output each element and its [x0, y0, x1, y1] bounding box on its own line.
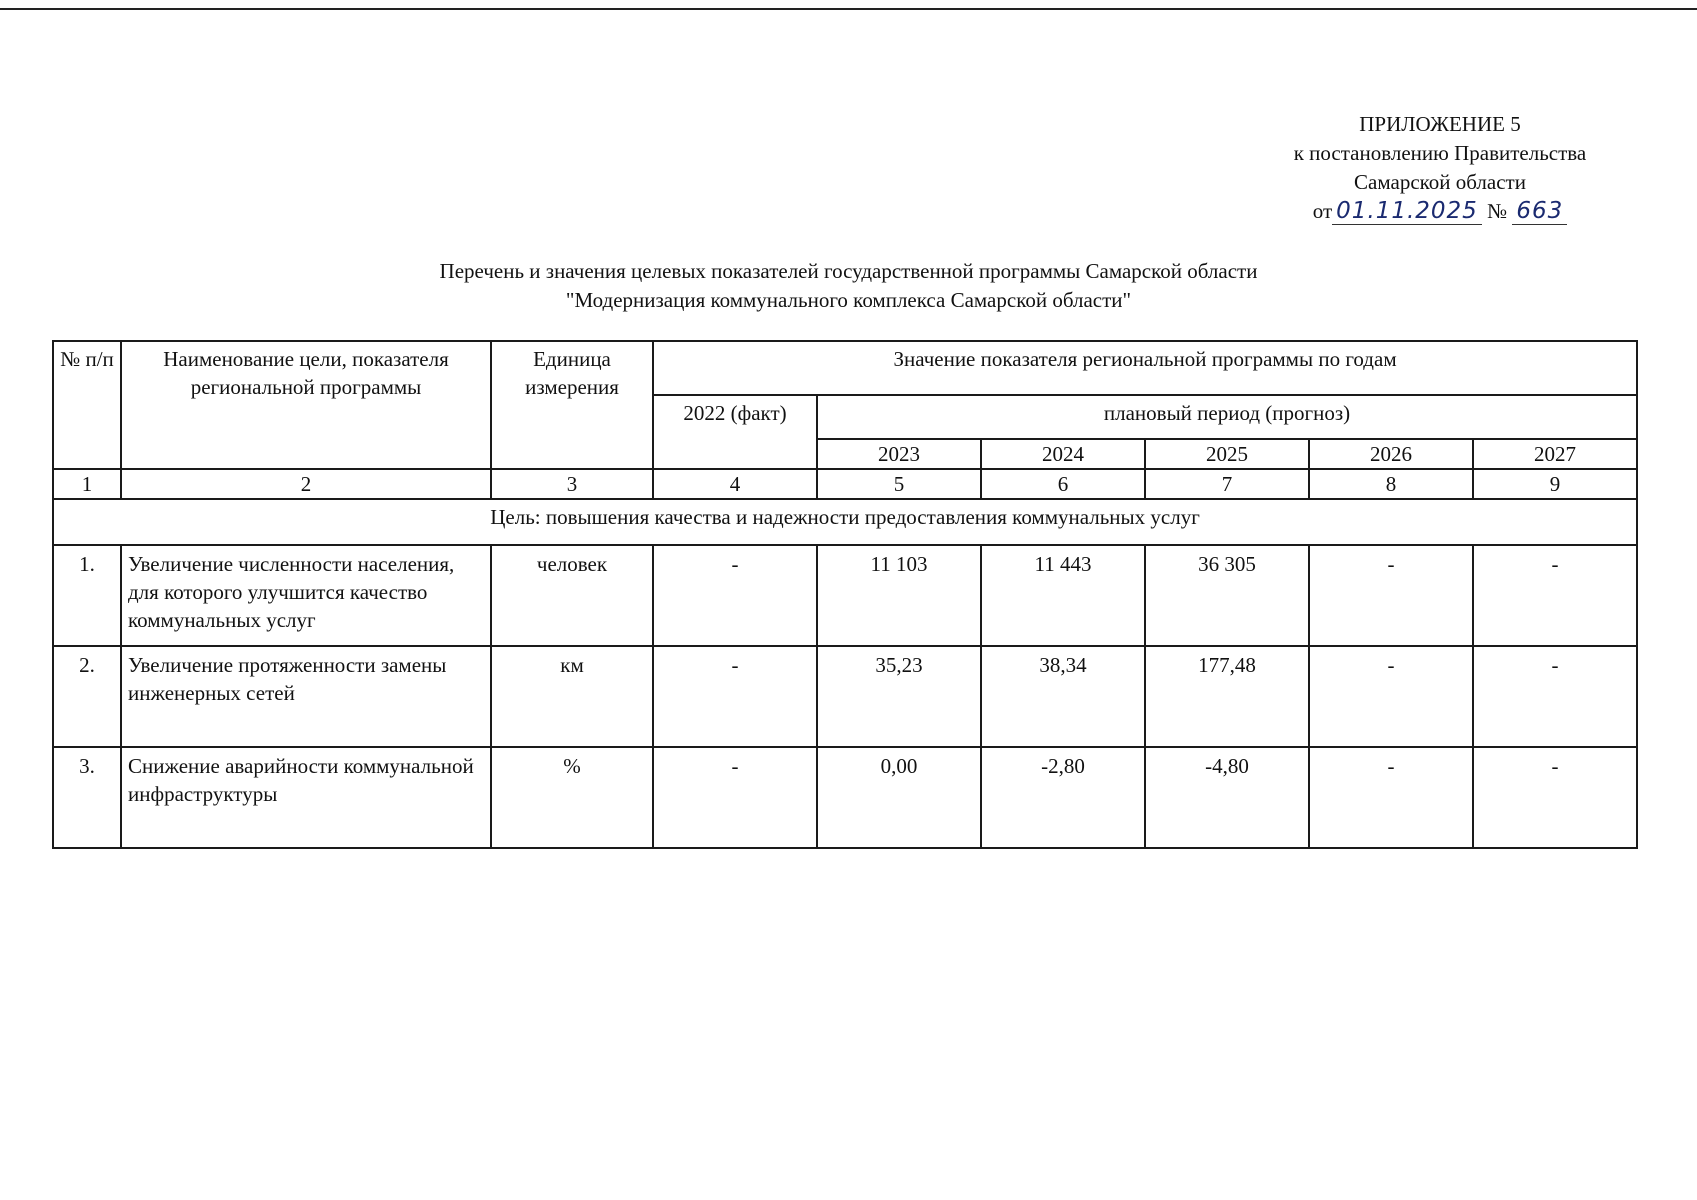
column-number: 4	[653, 469, 817, 499]
indicator-unit: %	[491, 747, 653, 848]
value-2027: -	[1473, 545, 1637, 646]
goal-row	[53, 499, 1637, 545]
table-row	[53, 646, 1637, 747]
column-number: 7	[1145, 469, 1309, 499]
value-2027: -	[1473, 646, 1637, 747]
column-number: 9	[1473, 469, 1637, 499]
indicator-name: Снижение аварийности коммунальной инфраструктуры	[121, 747, 491, 848]
value-2025: 36 305	[1145, 545, 1309, 646]
header-fact-year: 2022 (факт)	[653, 395, 817, 469]
value-2024: -2,80	[981, 747, 1145, 848]
handwritten-number: 663	[1512, 198, 1567, 225]
indicator-name: Увеличение численности населения, для которого улучшится качество коммунальных услуг	[121, 545, 491, 646]
row-number: 2.	[53, 646, 121, 747]
goal-text: Цель: повышения качества и надежности предоставления коммунальных услуг	[53, 499, 1637, 545]
value-2026: -	[1309, 545, 1473, 646]
table-row	[53, 545, 1637, 646]
row-number: 3.	[53, 747, 121, 848]
header-plan-group: плановый период (прогноз)	[817, 395, 1637, 439]
column-number: 1	[53, 469, 121, 499]
indicator-unit: км	[491, 646, 653, 747]
value-2026: -	[1309, 646, 1473, 747]
indicators-table	[52, 340, 1638, 849]
table-row	[53, 747, 1637, 848]
column-number: 5	[817, 469, 981, 499]
header-num: № п/п	[53, 341, 121, 469]
value-2023: 35,23	[817, 646, 981, 747]
header-year: 2023	[817, 439, 981, 469]
header-row-1	[53, 341, 1637, 395]
indicator-name: Увеличение протяженности замены инженерных сетей	[121, 646, 491, 747]
column-number: 8	[1309, 469, 1473, 499]
value-2023: 0,00	[817, 747, 981, 848]
row-number: 1.	[53, 545, 121, 646]
value-fact: -	[653, 646, 817, 747]
header-year: 2026	[1309, 439, 1473, 469]
appendix-header	[1230, 110, 1650, 226]
indicator-unit: человек	[491, 545, 653, 646]
value-2025: -4,80	[1145, 747, 1309, 848]
value-2024: 11 443	[981, 545, 1145, 646]
top-border-line	[0, 8, 1697, 10]
value-2024: 38,34	[981, 646, 1145, 747]
header-unit: Единица измерения	[491, 341, 653, 469]
header-year: 2027	[1473, 439, 1637, 469]
column-number: 2	[121, 469, 491, 499]
column-number: 3	[491, 469, 653, 499]
value-2023: 11 103	[817, 545, 981, 646]
header-year: 2025	[1145, 439, 1309, 469]
date-prefix: от	[1312, 199, 1333, 223]
value-fact: -	[653, 747, 817, 848]
appendix-date-number	[1230, 197, 1650, 226]
header-year: 2024	[981, 439, 1145, 469]
column-number-row	[53, 469, 1637, 499]
value-2025: 177,48	[1145, 646, 1309, 747]
appendix-title: ПРИЛОЖЕНИЕ 5	[1359, 112, 1521, 136]
document-title	[0, 257, 1697, 315]
appendix-region-line: Самарской области	[1354, 170, 1526, 194]
document-title-line-1: Перечень и значения целевых показателей государственной программы Самарской области	[439, 259, 1258, 283]
value-fact: -	[653, 545, 817, 646]
document-title-line-2: "Модернизация коммунального комплекса Самарской области"	[565, 288, 1132, 312]
column-number: 6	[981, 469, 1145, 499]
number-prefix: №	[1487, 199, 1508, 223]
handwritten-date: 01.11.2025	[1332, 198, 1482, 225]
appendix-decree-line: к постановлению Правительства	[1293, 141, 1587, 165]
value-2026: -	[1309, 747, 1473, 848]
header-name: Наименование цели, показателя региональной программы	[121, 341, 491, 469]
value-2027: -	[1473, 747, 1637, 848]
header-values-group: Значение показателя региональной программы по годам	[653, 341, 1637, 395]
